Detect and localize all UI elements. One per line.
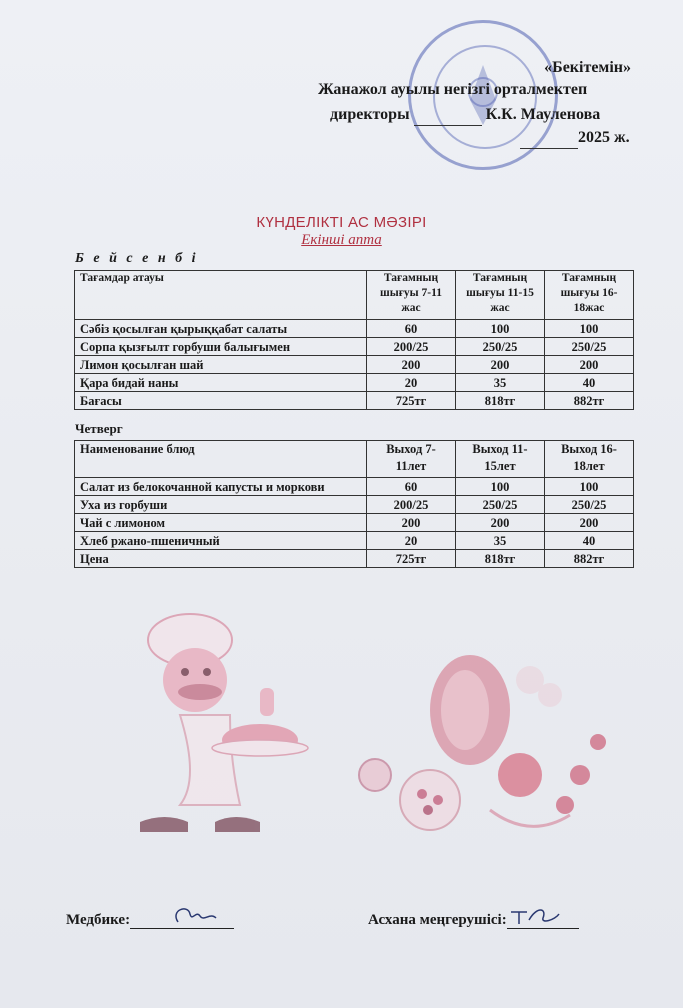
price-cell: 725тг: [367, 550, 456, 568]
approval-title: «Бекітемін»: [544, 59, 631, 76]
price-cell: 818тг: [456, 550, 545, 568]
table-row: [75, 514, 634, 532]
chef-icon: [140, 614, 308, 832]
nurse-label: Медбике:: [66, 912, 131, 928]
price-cell: 725тг: [367, 392, 456, 410]
kitchen-head-signature: [368, 910, 579, 929]
portion-cell: 35: [456, 532, 545, 550]
portion-cell: 40: [545, 374, 634, 392]
dish-name: Салат из белокочанной капусты и моркови: [75, 478, 367, 496]
price-label: Цена: [75, 550, 367, 568]
director-signature-line: [414, 105, 482, 126]
nurse-signature: [66, 910, 234, 929]
nurse-signature-line: [130, 910, 234, 929]
price-cell: 818тг: [456, 392, 545, 410]
portion-cell: 35: [456, 374, 545, 392]
menu-title: КҮНДЕЛІКТІ АС МӘЗІРІ: [256, 214, 427, 231]
table-header-row: [75, 271, 634, 320]
column-header: Тағамдар атауы: [75, 271, 367, 320]
approval-date: [520, 128, 630, 149]
portion-cell: 20: [367, 374, 456, 392]
portion-cell: 200/25: [367, 496, 456, 514]
price-cell: 882тг: [545, 392, 634, 410]
dish-name: Чай с лимоном: [75, 514, 367, 532]
dish-name: Уха из горбуши: [75, 496, 367, 514]
table-row: [75, 374, 634, 392]
table-row: [75, 320, 634, 338]
kitchen-head-label: Асхана меңгерушісі:: [368, 912, 507, 928]
portion-cell: 200: [545, 356, 634, 374]
portion-cell: 60: [367, 478, 456, 496]
price-row: [75, 392, 634, 410]
day-label-kz: Б е й с е н б і: [75, 251, 199, 266]
menu-week: Екінші апта: [301, 232, 382, 248]
column-header: Тағамның шығуы 7-11 жас: [367, 271, 456, 320]
dish-name: Сәбіз қосылған қырыққабат салаты: [75, 320, 367, 338]
table-row: [75, 532, 634, 550]
dish-name: Хлеб ржано-пшеничный: [75, 532, 367, 550]
kitchen-head-signature-line: [507, 910, 579, 929]
column-header: Тағамның шығуы 16-18жас: [545, 271, 634, 320]
column-header: Наименование блюд: [75, 441, 367, 478]
chef-and-food-illustration: [110, 600, 630, 860]
price-label: Бағасы: [75, 392, 367, 410]
portion-cell: 250/25: [545, 496, 634, 514]
portion-cell: 200: [456, 356, 545, 374]
price-cell: 882тг: [545, 550, 634, 568]
approval-director: [330, 105, 600, 126]
portion-cell: 200: [367, 356, 456, 374]
portion-cell: 100: [456, 478, 545, 496]
table-header-row: [75, 441, 634, 478]
table-row: [75, 338, 634, 356]
portion-cell: 250/25: [456, 338, 545, 356]
table-row: [75, 356, 634, 374]
menu-table-kz: [74, 270, 634, 410]
director-label: директоры: [330, 106, 410, 123]
portion-cell: 250/25: [545, 338, 634, 356]
dish-name: Қара бидай наны: [75, 374, 367, 392]
portion-cell: 200/25: [367, 338, 456, 356]
column-header: Выход 16-18лет: [545, 441, 634, 478]
portion-cell: 40: [545, 532, 634, 550]
menu-table-ru: [74, 440, 634, 568]
column-header: Тағамның шығуы 11-15 жас: [456, 271, 545, 320]
portion-cell: 200: [545, 514, 634, 532]
date-line: [520, 128, 578, 149]
portion-cell: 200: [367, 514, 456, 532]
director-name: К.К. Мауленова: [485, 106, 601, 123]
approval-school: Жанажол ауылы негізгі орталмектеп: [318, 81, 588, 98]
portion-cell: 100: [545, 478, 634, 496]
column-header: Выход 7-11лет: [367, 441, 456, 478]
portion-cell: 100: [456, 320, 545, 338]
date-year: 2025 ж.: [578, 129, 630, 146]
dish-name: Лимон қосылған шай: [75, 356, 367, 374]
price-row: [75, 550, 634, 568]
table-row: [75, 478, 634, 496]
portion-cell: 250/25: [456, 496, 545, 514]
day-label-ru: Четверг: [75, 421, 123, 436]
food-icon: [359, 655, 606, 830]
table-row: [75, 496, 634, 514]
dish-name: Сорпа қызғылт горбуши балығымен: [75, 338, 367, 356]
portion-cell: 60: [367, 320, 456, 338]
column-header: Выход 11-15лет: [456, 441, 545, 478]
portion-cell: 20: [367, 532, 456, 550]
portion-cell: 100: [545, 320, 634, 338]
portion-cell: 200: [456, 514, 545, 532]
